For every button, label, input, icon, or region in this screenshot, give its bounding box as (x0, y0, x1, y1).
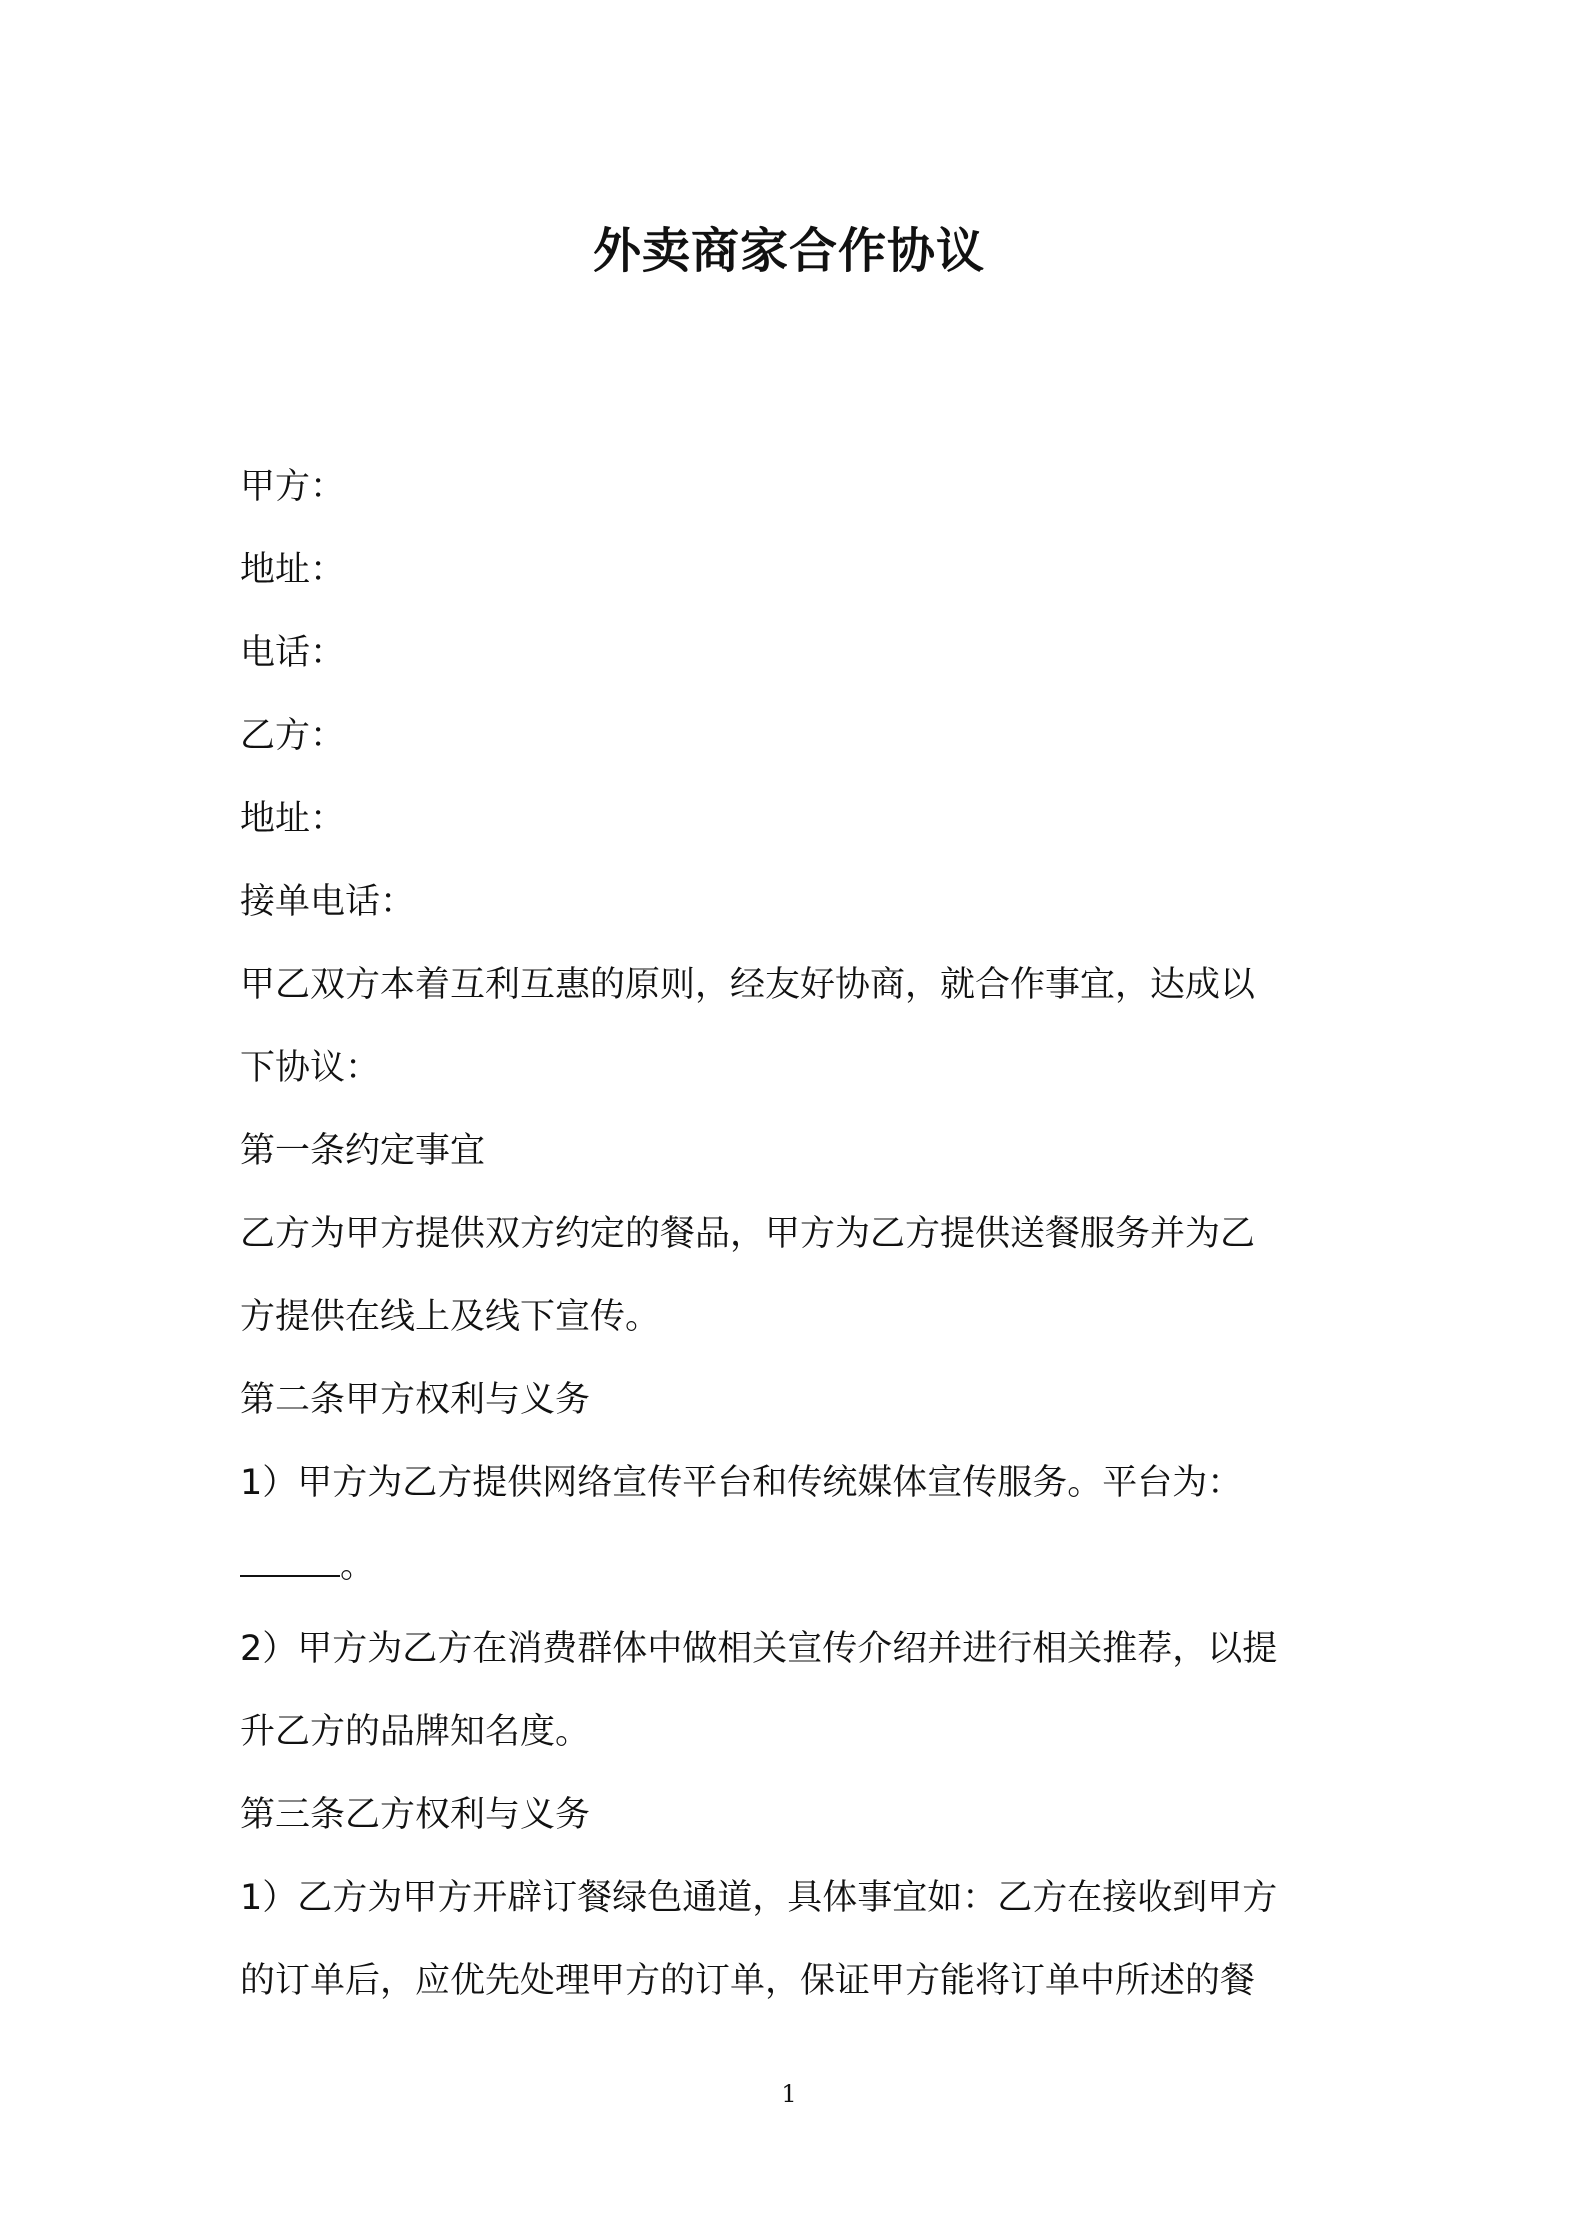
page-number: 1 (781, 2080, 797, 2108)
article-2-item-2-line-1: 2）甲方为乙方在消费群体中做相关宣传介绍并进行相关推荐，以提 (240, 1629, 1278, 1669)
article-2-item-1-end-mark: 。 (340, 1546, 376, 1586)
article-1-heading: 第一条约定事宜 (240, 1131, 486, 1171)
party-a-phone-label: 电话： (240, 633, 346, 673)
article-2-item-2-line-2: 升乙方的品牌知名度。 (240, 1712, 591, 1752)
intro-line-2: 下协议： (240, 1048, 381, 1088)
party-b-label: 乙方： (240, 716, 346, 756)
party-a-address-label: 地址： (240, 550, 346, 590)
party-b-address-label: 地址： (240, 799, 346, 839)
intro-line-1: 甲乙双方本着互利互惠的原则，经友好协商，就合作事宜，达成以 (240, 965, 1256, 1005)
article-1-line-1: 乙方为甲方提供双方约定的餐品，甲方为乙方提供送餐服务并为乙 (240, 1214, 1256, 1254)
article-3-item-1-line-2: 的订单后，应优先处理甲方的订单，保证甲方能将订单中所述的餐 (240, 1961, 1256, 2001)
document-body (240, 446, 1350, 2023)
document-title: 外卖商家合作协议 (592, 223, 985, 279)
article-2-item-1-line-1: 1）甲方为乙方提供网络宣传平台和传统媒体宣传服务。平台为： (240, 1463, 1243, 1503)
article-3-heading: 第三条乙方权利与义务 (240, 1795, 591, 1835)
article-1-line-2: 方提供在线上及线下宣传。 (240, 1297, 661, 1337)
article-3-item-1-line-1: 1）乙方为甲方开辟订餐绿色通道，具体事宜如：乙方在接收到甲方 (240, 1878, 1278, 1918)
article-2-item-1-line-2 (240, 1525, 1350, 1608)
platform-blank-field (240, 1529, 340, 1577)
party-b-phone-label: 接单电话： (240, 882, 416, 922)
article-2-heading: 第二条甲方权利与义务 (240, 1380, 591, 1420)
party-a-label: 甲方： (240, 467, 346, 507)
